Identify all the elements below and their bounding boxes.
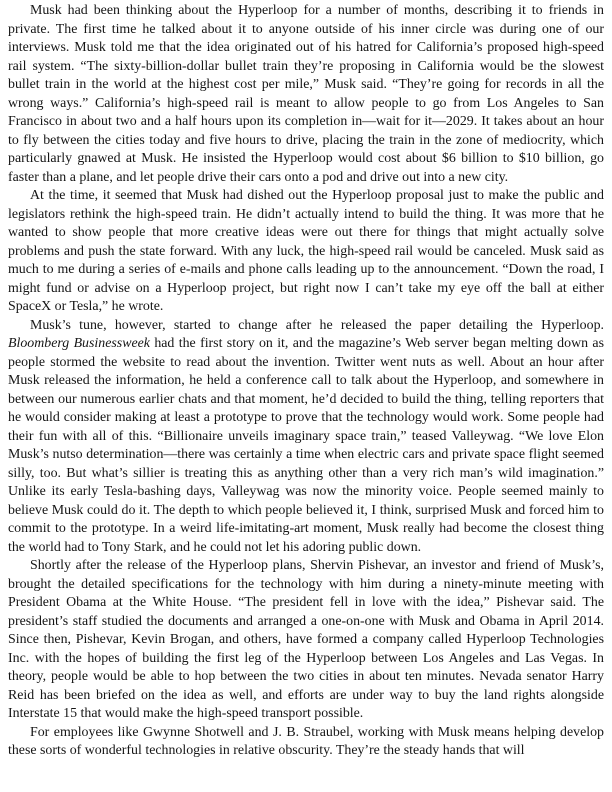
paragraph-text: Musk had been thinking about the Hyperloop for a number of months, describing it to friends in private. The first time he talked about it to anyone outside of his inner circle was during one of our interviews. Musk told me that the idea originated out of his hatred for California’s proposed high-speed rail system. “The sixty-billion-dollar bullet train they’re proposing in California would be the slowest bullet train in the world at the highest cost per mile,” Musk said. “They’re going for records in all the wrong ways.” California’s high-speed rail is meant to allow people to go from Los Angeles to San Francisco in about two and a half hours upon its completion in—wait for it—2029. It takes about an hour to fly between the cities today and five hours to drive, placing the train in the zone of mediocrity, which particularly gnawed at Musk. He insisted the Hyperloop would cost about $6 billion to $10 billion, go faster than a plane, and let people drive their cars onto a pod and drive out into a new city. bbox=[8, 3, 604, 185]
paragraph-3 bbox=[8, 317, 604, 558]
paragraph-2 bbox=[8, 187, 604, 317]
paragraph-text: For employees like Gwynne Shotwell and J. B. Straubel, working with Musk means helping develop these sorts of wonderful technologies in relative obscurity. They’re the steady hands that will bbox=[8, 724, 604, 758]
paragraph-1 bbox=[8, 2, 604, 187]
paragraph-text: Shortly after the release of the Hyperloop plans, Shervin Pishevar, an investor and friend of Musk’s, brought the detailed specifications for the technology with him during a ninety-minute meeting with President Obama at the White House. “The president fell in love with the idea,” Pishevar said. The president’s staff studied the documents and arranged a one-on-one with Musk and Obama in April 2014. Since then, Pishevar, Kevin Brogan, and others, have formed a company called Hyperloop Technologies Inc. with the hopes of building the first leg of the Hyperloop between Los Angeles and Las Vegas. In theory, people would be able to hop between the two cities in about ten minutes. Nevada senator Harry Reid has been briefed on the idea as well, and efforts are under way to buy the land rights alongside Interstate 15 that would make the high-speed transport possible. bbox=[8, 558, 604, 721]
publication-title: Bloomberg Businessweek bbox=[8, 336, 150, 351]
paragraph-5 bbox=[8, 724, 604, 761]
paragraph-text: At the time, it seemed that Musk had dished out the Hyperloop proposal just to make the public and legislators rethink the high-speed train. He didn’t actually intend to build the thing. It was more that he wanted to show people that more creative ideas were out there for things that might actually solve problems and push the state forward. With any luck, the high-speed rail would be canceled. Musk said as much to me during a series of e-mails and phone calls leading up to the announcement. “Down the road, I might fund or advise on a Hyperloop project, but right now I can’t take my eye off the ball at either SpaceX or Tesla,” he wrote. bbox=[8, 188, 604, 314]
paragraph-4 bbox=[8, 557, 604, 724]
book-page bbox=[8, 2, 604, 761]
paragraph-text: had the first story on it, and the magazine’s Web server began melting down as people stormed the website to read about the invention. Twitter went nuts as well. About an hour after Musk released the information, he held a conference call to talk about the Hyperloop, and somewhere in between our numerous earlier chats and that moment, he’d decided to build the thing, telling reporters that he would consider making at least a prototype to prove that the technology would work. Some people had their fun with all of this. “Billionaire unveils imaginary space train,” teased Valleywag. “We love Elon Musk’s nutso determination—there was certainly a time when electric cars and private space flight seemed silly, too. But what’s sillier is treating this as anything other than a very rich man’s wild imagination.” Unlike its early Tesla-bashing days, Valleywag was now the minority voice. People seemed mainly to believe Musk could do it. The depth to which people believed it, I think, surprised Musk and forced him to commit to the prototype. In a weird life-imitating-art moment, Musk really had become the closest thing the world had to Tony Stark, and he could not let his adoring public down. bbox=[8, 336, 604, 555]
paragraph-text: Musk’s tune, however, started to change after he released the paper detailing the Hyperloop. bbox=[30, 317, 604, 333]
